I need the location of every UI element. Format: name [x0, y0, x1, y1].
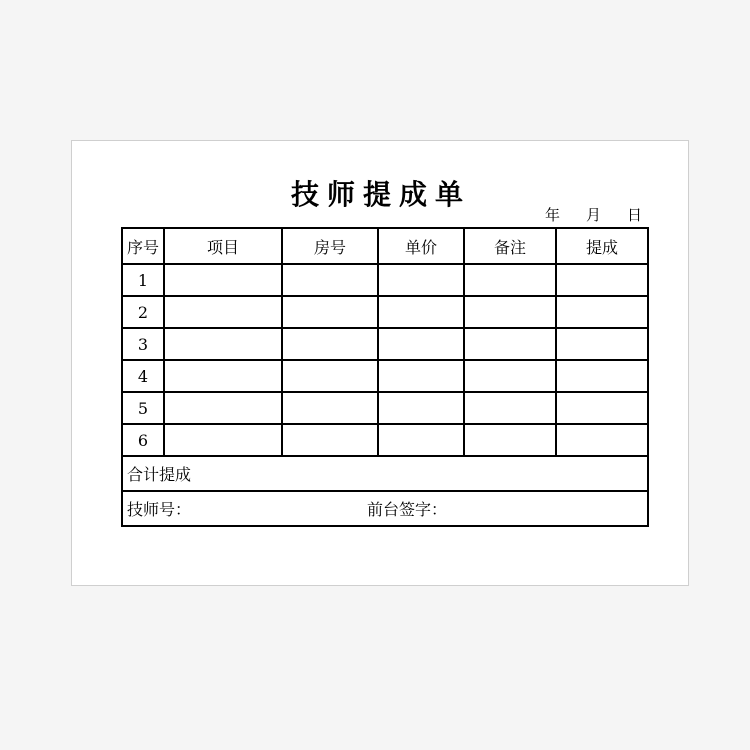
table-row: [122, 328, 648, 360]
price-cell[interactable]: [378, 328, 464, 360]
table-row: [122, 424, 648, 456]
item-cell[interactable]: [164, 264, 282, 296]
signature-row: [122, 491, 648, 526]
commission-cell[interactable]: [556, 264, 648, 296]
commission-cell[interactable]: [556, 296, 648, 328]
notes-cell[interactable]: [464, 392, 556, 424]
item-cell[interactable]: [164, 424, 282, 456]
signature-cell[interactable]: [122, 491, 648, 526]
table-row: [122, 360, 648, 392]
table-row: [122, 264, 648, 296]
notes-cell[interactable]: [464, 360, 556, 392]
room-cell[interactable]: [282, 328, 378, 360]
notes-cell[interactable]: [464, 296, 556, 328]
notes-cell[interactable]: [464, 424, 556, 456]
commission-cell[interactable]: [556, 360, 648, 392]
header-notes: 备注: [464, 228, 556, 264]
form-title: 技师提成单: [290, 178, 471, 211]
room-cell[interactable]: [282, 360, 378, 392]
room-cell[interactable]: [282, 392, 378, 424]
room-cell[interactable]: [282, 296, 378, 328]
total-row: [122, 456, 648, 491]
header-room: 房号: [282, 228, 378, 264]
row-number: 1: [122, 264, 164, 296]
item-cell[interactable]: [164, 360, 282, 392]
header-row: [122, 228, 648, 264]
form-sheet: [71, 140, 689, 586]
row-number: 2: [122, 296, 164, 328]
row-number: 5: [122, 392, 164, 424]
room-cell[interactable]: [282, 424, 378, 456]
price-cell[interactable]: [378, 296, 464, 328]
price-cell[interactable]: [378, 264, 464, 296]
item-cell[interactable]: [164, 392, 282, 424]
total-commission-label: 合计提成: [127, 465, 192, 484]
price-cell[interactable]: [378, 392, 464, 424]
room-cell[interactable]: [282, 264, 378, 296]
item-cell[interactable]: [164, 328, 282, 360]
row-number: 4: [122, 360, 164, 392]
notes-cell[interactable]: [464, 264, 556, 296]
commission-cell[interactable]: [556, 328, 648, 360]
commission-cell[interactable]: [556, 424, 648, 456]
date-line: [545, 204, 642, 225]
header-item: 项目: [164, 228, 282, 264]
header-commission: 提成: [556, 228, 648, 264]
technician-number-label: 技师号：: [127, 500, 192, 519]
date-month-label: 月: [585, 206, 601, 224]
header-seq: 序号: [122, 228, 164, 264]
row-number: 6: [122, 424, 164, 456]
table-row: [122, 392, 648, 424]
total-commission-cell[interactable]: [122, 456, 648, 491]
item-cell[interactable]: [164, 296, 282, 328]
price-cell[interactable]: [378, 424, 464, 456]
commission-cell[interactable]: [556, 392, 648, 424]
table-row: [122, 296, 648, 328]
price-cell[interactable]: [378, 360, 464, 392]
header-price: 单价: [378, 228, 464, 264]
date-day-label: 日: [626, 206, 642, 224]
reception-signature-label: 前台签字：: [367, 500, 448, 519]
notes-cell[interactable]: [464, 328, 556, 360]
row-number: 3: [122, 328, 164, 360]
date-year-label: 年: [544, 206, 560, 224]
commission-table: [121, 227, 649, 527]
